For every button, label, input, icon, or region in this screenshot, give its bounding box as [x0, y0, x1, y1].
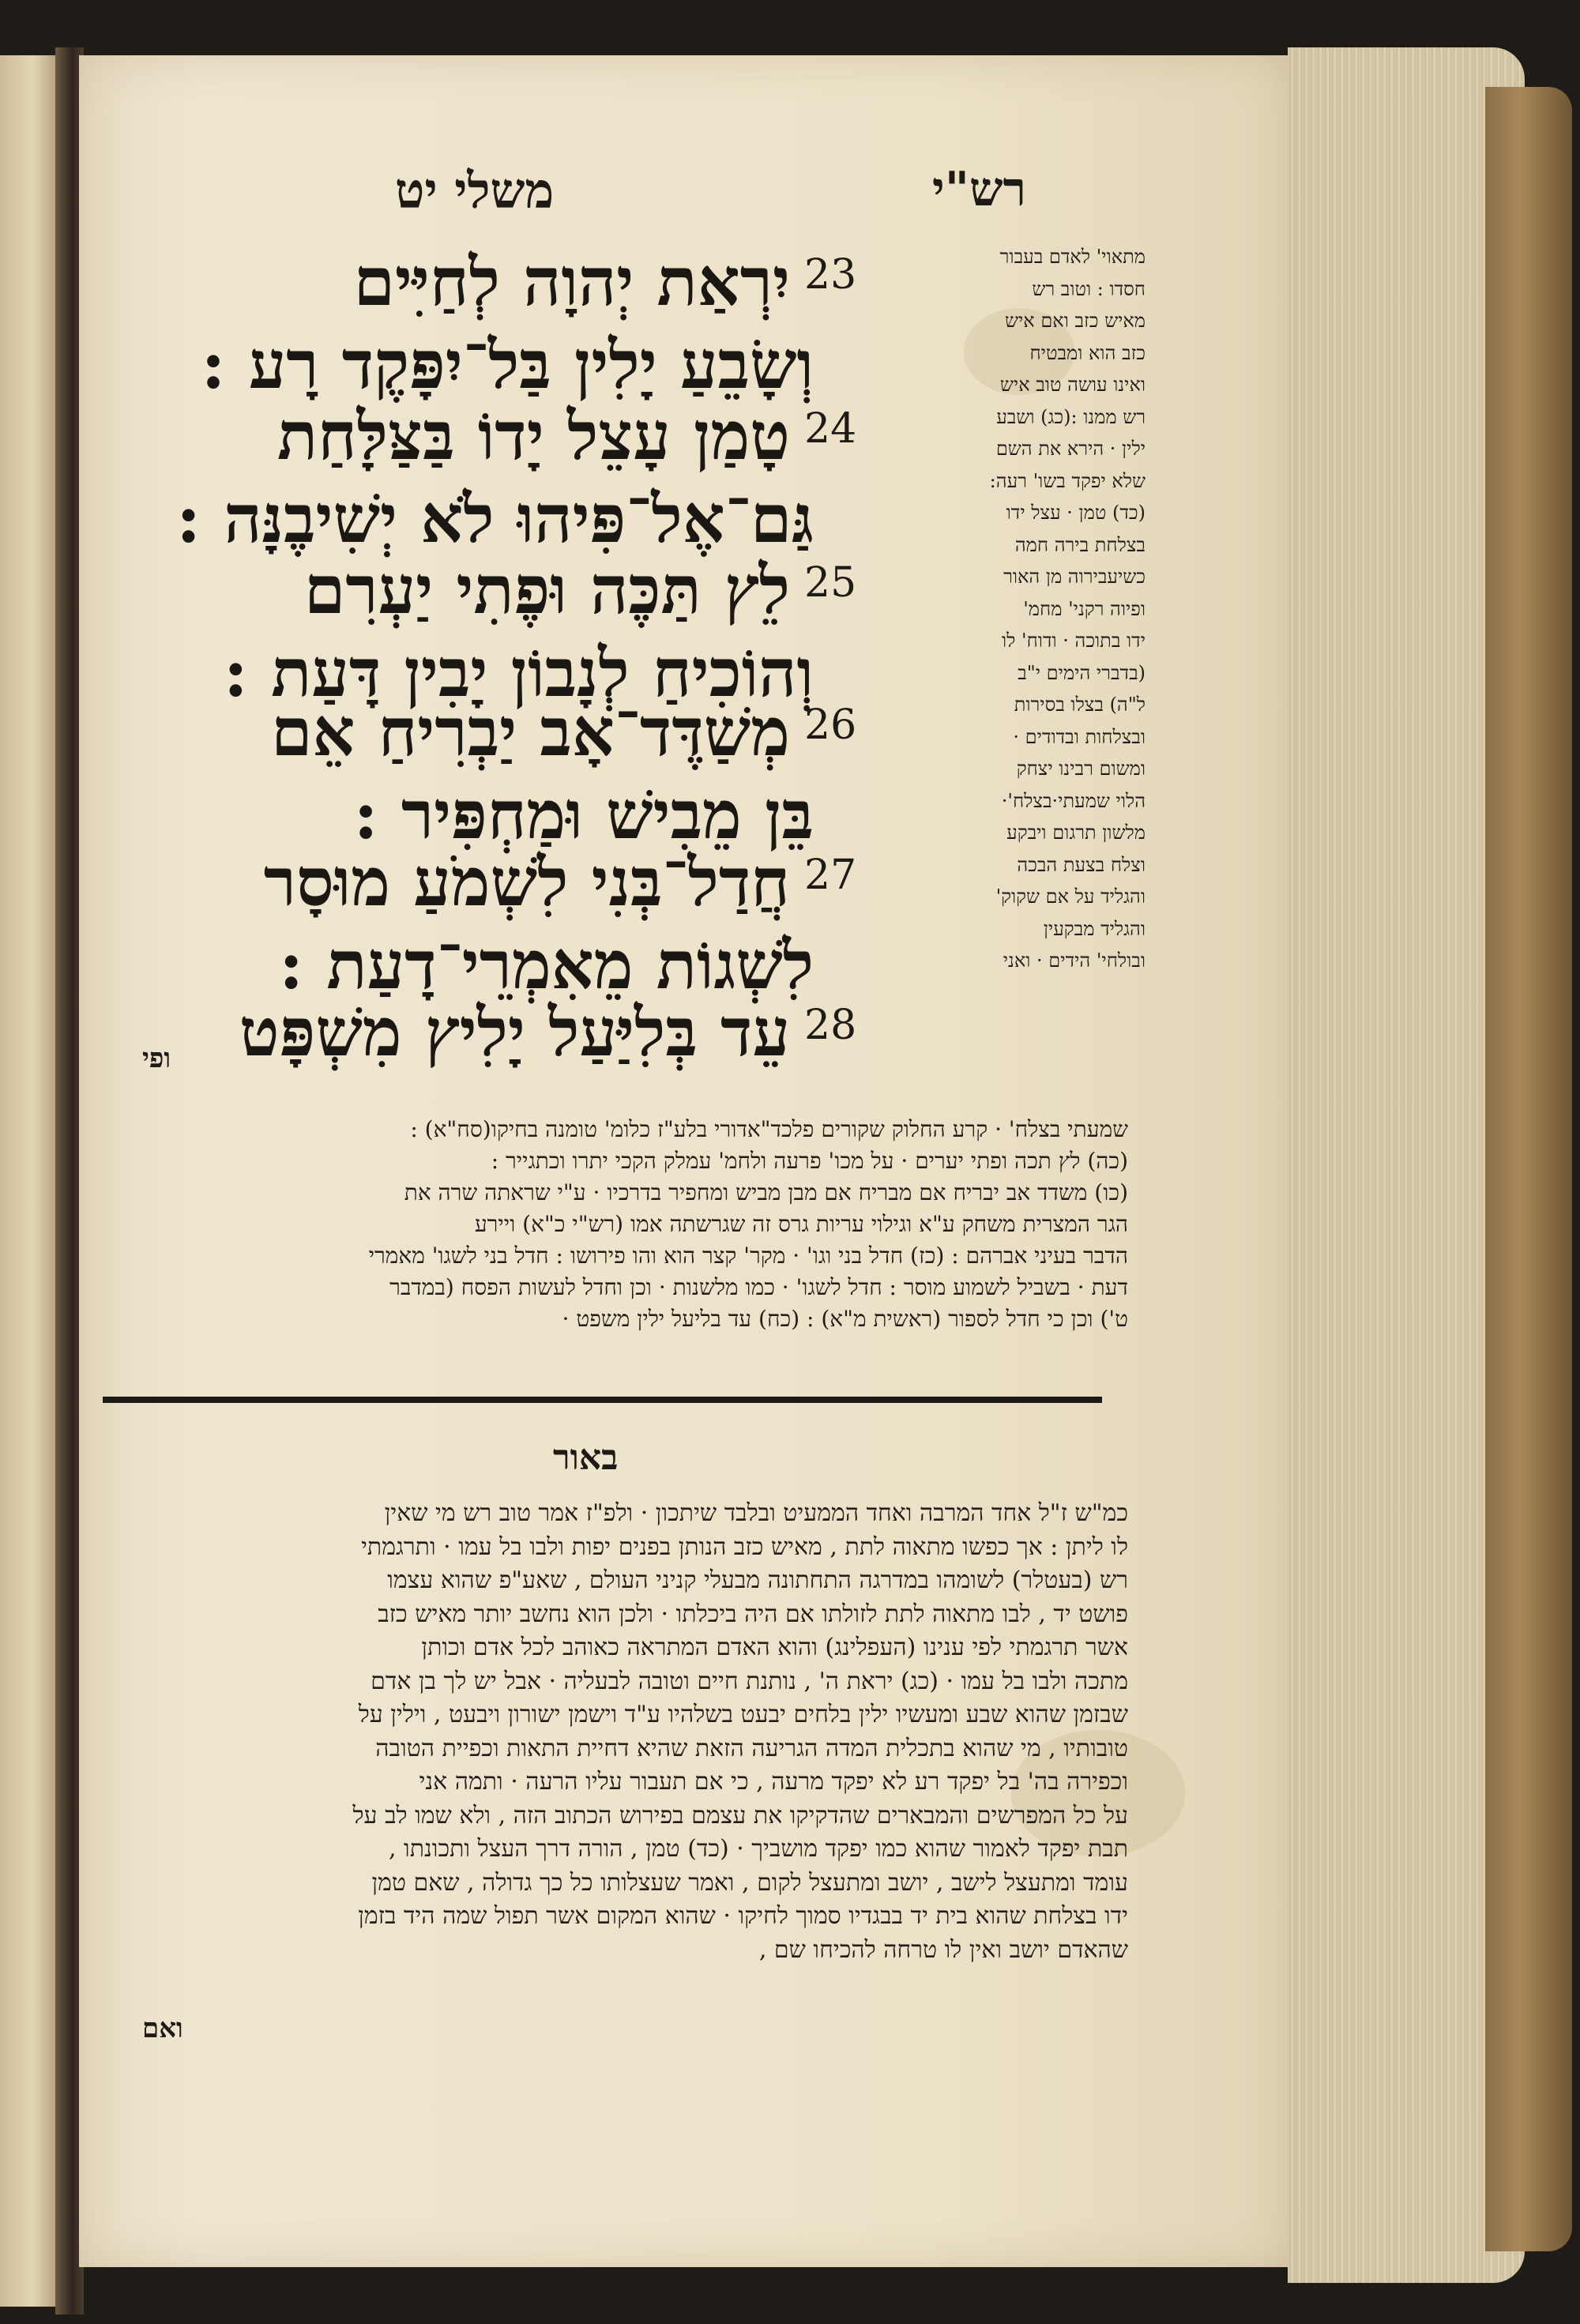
- rashi-line: (כד) טמן · עצל ידו: [1006, 502, 1146, 524]
- rashi-line: ופיוה רקני' מחמ': [1023, 597, 1146, 620]
- rashi-commentary-column: [861, 241, 1146, 1118]
- rashi-footnote-line: (כו) משדד אב יבריח אם מבריח אם מבן מביש ומחפיר בדרכיו · ע"י שראתה שרה את: [404, 1179, 1128, 1205]
- rashi-footnote-line: הדבר בעיני אברהם : (כז) חדל בני וגו' · מקר' קצר הוא והו פירושו : חדל בני לשגו' מאמרי: [368, 1243, 1128, 1269]
- verse-line: חֲדַל־בְּנִי לִשְׁמֹעַ מוּסָר: [263, 843, 790, 921]
- biur-line: שהאדם יושב ואין לו טרחה להכיחו שם ,: [758, 1935, 1128, 1964]
- verse-line: גַּם־אֶל־פִּיהוּ לֹא יְשִׁיבֶנָּה :: [176, 479, 814, 558]
- verse-line: לֵץ תַּכֶּה וּפֶתִי יַעְרִם: [303, 551, 790, 629]
- rashi-line: ילין · הירא את השם: [995, 438, 1146, 460]
- rashi-footnote-line: דעת · בשביל לשמוע מוסר : חדל לשגו' · כמו מלשנות · וכן וחדל לעשות הפסח (במדבר: [389, 1274, 1128, 1300]
- biur-title: באור: [553, 1438, 619, 1478]
- biur-line: תבת יפקד לאמור שהוא כמו יפקד מושביך · (כד) טמן , הורה דרך העצל ותכונתו ,: [388, 1835, 1128, 1863]
- verse-line: וְהוֹכִיחַ לְנָבוֹן יָבִין דָּעַת :: [223, 634, 814, 712]
- verse-number: 25: [804, 559, 857, 607]
- biur-line: שבזמן שהוא שבע ומעשיו ילין בלחים יבעט בשלהיו ע"ד וישמן ישורון ויבעט , וילין על: [358, 1701, 1128, 1728]
- biur-line: רש (בעטלר) לשומהו במדרגה התחתונה מבעלי קניני העולם , שאע"פ שהוא עצמו: [387, 1566, 1128, 1594]
- verse-number: 24: [804, 405, 857, 453]
- verse-line: יִרְאַת יְהוָה לְחַיִּים: [353, 243, 790, 321]
- biur-line: עומד ומתעצל לישב , יושב ומתעצל לקום , ואמר שעצלותו כל כך גדולה , שאם טמן: [371, 1868, 1128, 1897]
- biur-line: ידו בצלחת שהוא בית יד בבגדיו סמוך לחיקו · שהוא המקום אשר תפול שמה היד בזמן: [358, 1902, 1128, 1930]
- rashi-footnote-block: [101, 1114, 1128, 1374]
- biur-line: טובותיו , מי שהוא בתכלית המדה הגריעה הזאת שהיא דחיית התאות וכפיית הטובה: [375, 1734, 1128, 1762]
- rashi-line: מלשון תרגום ויבקע: [1006, 822, 1146, 844]
- rashi-line: ואינו עושה טוב איש: [999, 374, 1146, 396]
- verse-line: לִשְׁגוֹת מֵאִמְרֵי־דָעַת :: [279, 926, 814, 1004]
- rashi-line: ובולחי' הידים · ואני: [1003, 950, 1146, 972]
- rashi-line: (בדברי הימים י"ב: [1018, 661, 1146, 684]
- rashi-footnote-line: ט') וכן כי חדל לספור (ראשית מ"א) : (כח) עד בליעל ילין משפט ·: [562, 1306, 1128, 1332]
- biur-line: לו ליתן : אך כפשו מתאוה לתת , מאיש כזב הנותן בפנים יפות ולבו בל עמו · ותרגמתי: [361, 1532, 1128, 1561]
- chapter-header: משלי יט: [395, 162, 555, 220]
- previous-page-edge: [0, 55, 55, 2307]
- verse-number: 27: [804, 852, 857, 899]
- rashi-footnote-line: (כה) לץ תכה ופתי יערים · על מכו' פרעה ולחמ' עמלק הקכי יתרו וכתגייר :: [491, 1148, 1128, 1174]
- rashi-line: רש ממנו :(כג) ושבע: [996, 405, 1146, 428]
- rashi-line: ידו בתוכה · ודוח' לו: [1002, 630, 1146, 652]
- rashi-line: וצלח בצעת הבכה: [1017, 853, 1146, 876]
- verse-line: מְשַׁדֶּד־אָב יַבְרִיחַ אֵם: [271, 693, 790, 771]
- biur-line: פושט יד , לבו מתאוה לתת לזולתו אם היה ביכלתו · ולכן הוא נחשב יותר מאיש כזב: [378, 1600, 1128, 1628]
- verse-number: 26: [804, 701, 857, 749]
- rashi-line: והגליד על אם שקוק': [995, 886, 1146, 908]
- rashi-line: כשיעבירוה מן האור: [1003, 566, 1146, 588]
- verse-line: טָמַן עָצֵל יָדוֹ בַּצַּלָּחַת: [276, 397, 790, 475]
- rashi-line: שלא יפקד בשו' רעה:: [989, 469, 1146, 492]
- rashi-line: והגליד מבקעין: [1043, 917, 1146, 940]
- rashi-line: מתאוי' לאדם בעבור: [999, 246, 1146, 268]
- biur-commentary-block: [101, 1497, 1128, 2050]
- rashi-footnote-line: שמעתי בצלח' · קרע החלוק שקורים פלכד"אדורי בלע"ז כלומ' טומנה בחיקו(סח"א) :: [410, 1116, 1128, 1142]
- verse-line: עֵד בְּלִיַּעַל יָלִיץ מִשְׁפָּט: [239, 993, 790, 1071]
- verse-line: בֵּן מֵבִישׁ וּמַחְפִּיר :: [353, 776, 814, 854]
- rashi-line: ומשום רבינו יצחק: [1016, 758, 1146, 780]
- biur-line: אשר תרגמתי לפי ענינו (העפלינג) והוא האדם המתראה כאוהב לכל אדם וכותן: [421, 1634, 1128, 1661]
- biur-line: כמ"ש ז"ל אחד המרבה ואחד הממעיט ובלבד שיתכון · ולפ"ז אמר טוב רש מי שאין: [384, 1499, 1128, 1527]
- book-cover: [1485, 87, 1572, 2251]
- catchword: ופי: [142, 1043, 171, 1074]
- verse-line: וְשָׂבֵעַ יָלִין בַּל־יִפָּקֶד רָע :: [201, 325, 814, 404]
- biur-line: מתכה ולבו בל עמו · (כג) יראת ה' , נותנת חיים וטובה לבעליה · אבל יש לך בן אדם: [371, 1667, 1128, 1695]
- rashi-footnote-line: הגר המצרית משחק ע"א וגילוי עריות גרס זה שגרשתה אמו (רש"י כ"א) ויירע: [474, 1211, 1128, 1237]
- rashi-line: ובצלחות ובדודים ·: [1013, 725, 1146, 748]
- rashi-line: בצלחת בירה חמה: [1014, 533, 1146, 556]
- section-divider: [103, 1397, 1102, 1403]
- verse-number: 28: [804, 1002, 857, 1049]
- rashi-header: רש"י: [932, 162, 1026, 217]
- rashi-line: כזב הוא ומבטיח: [1029, 341, 1146, 364]
- biur-catchword: ואם: [142, 2013, 183, 2044]
- rashi-line: מאיש כזב ואם איש: [1005, 310, 1146, 332]
- biur-line: על כל המפרשים והמבארים שהדקיקו את עצמם בפירוש הכתוב הזה , ולא שמו לב על: [352, 1801, 1128, 1829]
- rashi-line: חסדו : וטוב רש: [1032, 277, 1146, 300]
- verse-number: 23: [804, 251, 857, 299]
- biur-line: וכפירה בה' בל יפקד רע לא יפקד מרעה , כי אם תעבור עליו הרעה · ותמה אני: [419, 1768, 1128, 1796]
- rashi-line: הלוי שמעתי·בצלח'·: [1001, 789, 1146, 812]
- rashi-line: ל"ה) בצלו בסירות: [1014, 694, 1146, 716]
